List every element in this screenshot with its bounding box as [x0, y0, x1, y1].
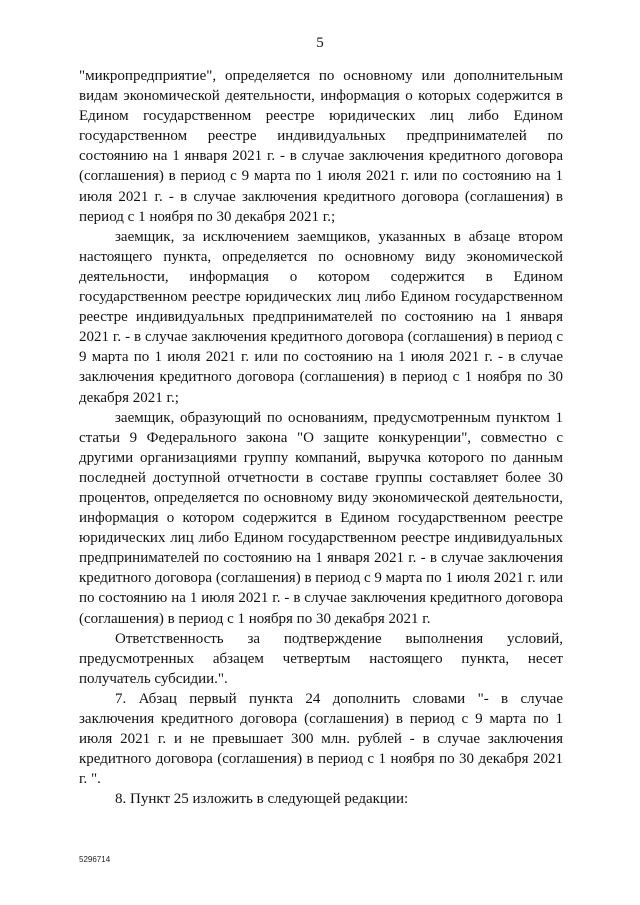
paragraph: "микропредприятие", определяется по основному или дополнительным видам экономической деятельности, информация о которых содержится в Едином государственном реестре юридических лиц либо Едином государственном реестре индивидуальных предпринимателей по состоянию на 1 января 2021 г. - в случае заключения кредитного договора (соглашения) в период с 9 марта по 1 июля 2021 г. или по состоянию на 1 июля 2021 г. - в случае заключения кредитного договора (соглашения) в период с 1 ноября по 30 декабря 2021 г.; [79, 68, 563, 225]
paragraph: Ответственность за подтверждение выполнения условий, предусмотренных абзацем четвертым настоящего пункта, несет получатель субсидии.". [79, 630, 563, 687]
paragraph: заемщик, образующий по основаниям, предусмотренным пунктом 1 статьи 9 Федерального закона "О защите конкуренции", совместно с другими организациями группу компаний, выручка которого по данным последней доступной отчетности в составе группы составляет более 30 процентов, определяется по основному виду экономической деятельности, информация о котором содержится в Едином государственном реестре юридических лиц либо Едином государственном реестре индивидуальных предпринимателей по состоянию на 1 января 2021 г. - в случае заключения кредитного договора (соглашения) в период с 9 марта по 1 июля 2021 г. или по состоянию на 1 июля 2021 г. - в случае заключения кредитного договора (соглашения) в период с 1 ноября по 30 декабря 2021 г. [79, 409, 563, 627]
document-code: 5296714 [79, 855, 111, 864]
page-number: 5 [316, 35, 324, 51]
document-body [79, 66, 563, 809]
paragraph: заемщик, за исключением заемщиков, указанных в абзаце втором настоящего пункта, определяется по основному виду экономической деятельности, информация о котором содержится в Едином государственном реестре юридических лиц либо Едином государственном реестре индивидуальных предпринимателей по состоянию на 1 января 2021 г. - в случае заключения кредитного договора (соглашения) в период с 9 марта по 1 июля 2021 г. или по состоянию на 1 июля 2021 г. - в случае заключения кредитного договора (соглашения) в период с 1 ноября по 30 декабря 2021 г.; [79, 228, 563, 406]
paragraph: 8. Пункт 25 изложить в следующей редакции: [115, 791, 409, 808]
paragraph: 7. Абзац первый пункта 24 дополнить словами "- в случае заключения кредитного договора (соглашения) в период с 9 марта по 1 июля 2021 г. и не превышает 300 млн. рублей - в случае заключения кредитного договора (соглашения) в период с 1 ноября по 30 декабря 2021 г. ". [79, 690, 563, 788]
